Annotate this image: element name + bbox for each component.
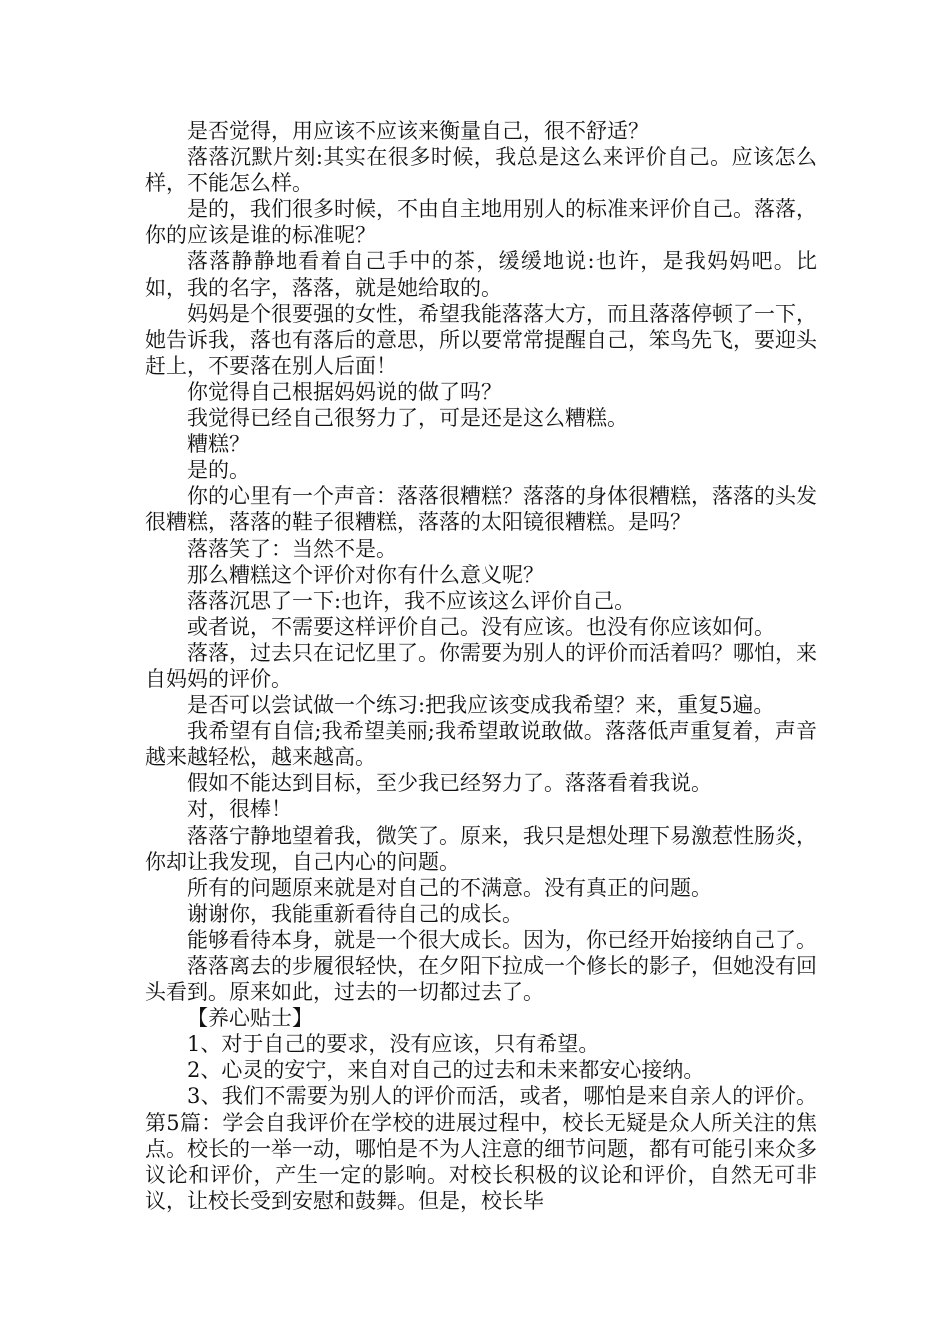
paragraph: 妈妈是个很要强的女性，希望我能落落大方，而且落落停顿了一下，她告诉我，落也有落后的意思，所以要常常提醒自己，笨鸟先飞，要迎头赶上，不要落在别人后面！ — [145, 301, 817, 378]
paragraph: 那么糟糕这个评价对你有什么意义呢？ — [187, 562, 544, 587]
paragraph: 落落宁静地望着我，微笑了。原来，我只是想处理下易激惹性肠炎，你却让我发现，自己内心的问题。 — [145, 823, 817, 874]
paragraph: 假如不能达到目标，至少我已经努力了。落落看着我说。 — [187, 771, 712, 796]
paragraph: 落落沉思了一下:也许，我不应该这么评价自己。 — [187, 588, 636, 613]
paragraph: 是否可以尝试做一个练习:把我应该变成我希望？来，重复5遍。 — [187, 693, 775, 718]
paragraph: 所有的问题原来就是对自己的不满意。没有真正的问题。 — [187, 875, 712, 900]
paragraph: 落落沉默片刻:其实在很多时候，我总是这么来评价自己。应该怎么样，不能怎么样。 — [145, 145, 817, 196]
paragraph: 我觉得已经自己很努力了，可是还是这么糟糕。 — [187, 406, 628, 431]
paragraph: 你的心里有一个声音：落落很糟糕？落落的身体很糟糕，落落的头发很糟糕，落落的鞋子很糟糕，落落的太阳镜很糟糕。是吗？ — [145, 484, 817, 535]
paragraph: 能够看待本身，就是一个很大成长。因为，你已经开始接纳自己了。 — [187, 927, 817, 952]
paragraph: 对，很棒！ — [187, 797, 292, 822]
tip-item: 2、心灵的安宁，来自对自己的过去和未来都安心接纳。 — [187, 1058, 705, 1083]
paragraph: 落落，过去只在记忆里了。你需要为别人的评价而活着吗？哪怕，来自妈妈的评价。 — [145, 640, 817, 691]
paragraph: 落落离去的步履很轻快，在夕阳下拉成一个修长的影子，但她没有回头看到。原来如此，过去的一切都过去了。 — [145, 954, 817, 1005]
paragraph: 是否觉得，用应该不应该来衡量自己，很不舒适？ — [187, 119, 649, 143]
paragraph: 我希望有自信;我希望美丽;我希望敢说敢做。落落低声重复着，声音越来越轻松，越来越高。 — [145, 719, 817, 770]
paragraph: 你觉得自己根据妈妈说的做了吗？ — [187, 379, 502, 404]
tip-item: 1、对于自己的要求，没有应该，只有希望。 — [187, 1032, 600, 1057]
paragraph: 是的，我们很多时候，不由自主地用别人的标准来评价自己。落落，你的应该是谁的标准呢？ — [145, 197, 817, 248]
paragraph: 落落笑了：当然不是。 — [187, 536, 397, 561]
document-body — [145, 118, 817, 1214]
paragraph: 谢谢你，我能重新看待自己的成长。 — [187, 901, 523, 926]
paragraph: 是的。 — [187, 458, 250, 483]
paragraph: 或者说，不需要这样评价自己。没有应该。也没有你应该如何。 — [187, 614, 775, 639]
paragraph: 糟糕？ — [187, 432, 250, 457]
paragraph: 落落静静地看着自己手中的茶，缓缓地说:也许，是我妈妈吧。比如，我的名字，落落，就是她给取的。 — [145, 249, 817, 300]
section-heading: 【养心贴士】 — [187, 1006, 313, 1031]
tip-item: 3、我们不需要为别人的评价而活，或者，哪怕是来自亲人的评价。第5篇：学会自我评价在学校的进展过程中，校长无疑是众人所关注的焦点。校长的一举一动，哪怕是不为人注意的细节问题，都有可能引来众多议论和评价，产生一定的影响。对校长积极的议论和评价，自然无可非议，让校长受到安慰和鼓舞。但是，校长毕 — [145, 1084, 817, 1213]
